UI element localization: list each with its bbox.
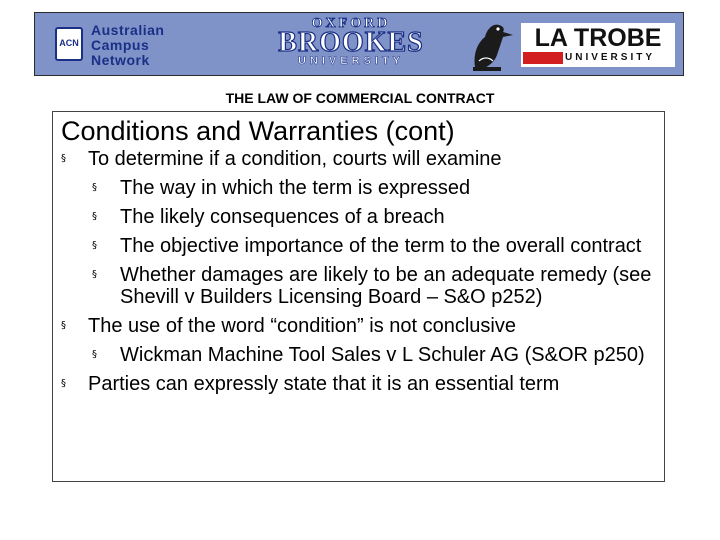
oxford-brookes-logo [251, 17, 451, 73]
sub-bullet-item [53, 235, 655, 257]
bullet-text: The use of the word “condition” is not conclusive [88, 315, 516, 337]
pelican-crest-icon [467, 17, 517, 73]
la-trobe-red-bar [523, 52, 563, 64]
bullet-text: To determine if a condition, courts will examine [88, 148, 502, 170]
bullet-marker-icon: § [61, 378, 66, 389]
la-trobe-wordmark [521, 23, 675, 67]
bullet-item [53, 148, 648, 170]
la-trobe-subtitle: UNIVERSITY [565, 52, 656, 63]
acn-logo [51, 21, 211, 71]
bullet-text: Whether damages are likely to be an adequate remedy (see Shevill v Builders Licensing Board – S&O p252) [120, 264, 652, 308]
la-trobe-logo [467, 17, 679, 73]
acn-line-2: Campus [91, 37, 150, 53]
bullet-marker-icon: § [61, 153, 66, 164]
brookes-main-text: BROOKES [278, 27, 424, 58]
sub-bullet-item [53, 206, 655, 228]
bullet-marker-icon: § [92, 349, 97, 360]
sub-bullet-item [53, 264, 655, 308]
bullet-text: The way in which the term is expressed [120, 177, 471, 199]
bullet-marker-icon: § [92, 240, 97, 251]
bullet-text: Parties can expressly state that it is an essential term [88, 373, 560, 395]
brookes-bottom-text: UNIVERSITY [297, 55, 404, 67]
sub-bullet-item [53, 177, 655, 199]
bullet-list [53, 148, 664, 395]
bullet-text: Wickman Machine Tool Sales v L Schuler AG (S&OR p250) [120, 344, 645, 366]
bullet-marker-icon: § [92, 269, 97, 280]
acn-wordmark [91, 23, 216, 68]
bullet-item [53, 373, 648, 395]
slide-title: Conditions and Warranties (cont) [61, 116, 455, 146]
acn-badge-icon: ACN [55, 27, 83, 61]
bullet-marker-icon: § [92, 182, 97, 193]
acn-line-1: Australian [91, 22, 165, 38]
acn-line-3: Network [91, 52, 150, 68]
course-title: THE LAW OF COMMERCIAL CONTRACT [225, 90, 495, 106]
bullet-marker-icon: § [61, 320, 66, 331]
bullet-text: The likely consequences of a breach [120, 206, 445, 228]
slide-content-box [52, 111, 665, 482]
bullet-text: The objective importance of the term to the overall contract [120, 235, 642, 257]
la-trobe-name: LA TROBE [534, 24, 662, 52]
bullet-item [53, 315, 648, 337]
sub-bullet-item [53, 344, 655, 366]
brookes-top-text: OXFORD [311, 16, 391, 31]
header-banner [34, 12, 684, 76]
bullet-marker-icon: § [92, 211, 97, 222]
